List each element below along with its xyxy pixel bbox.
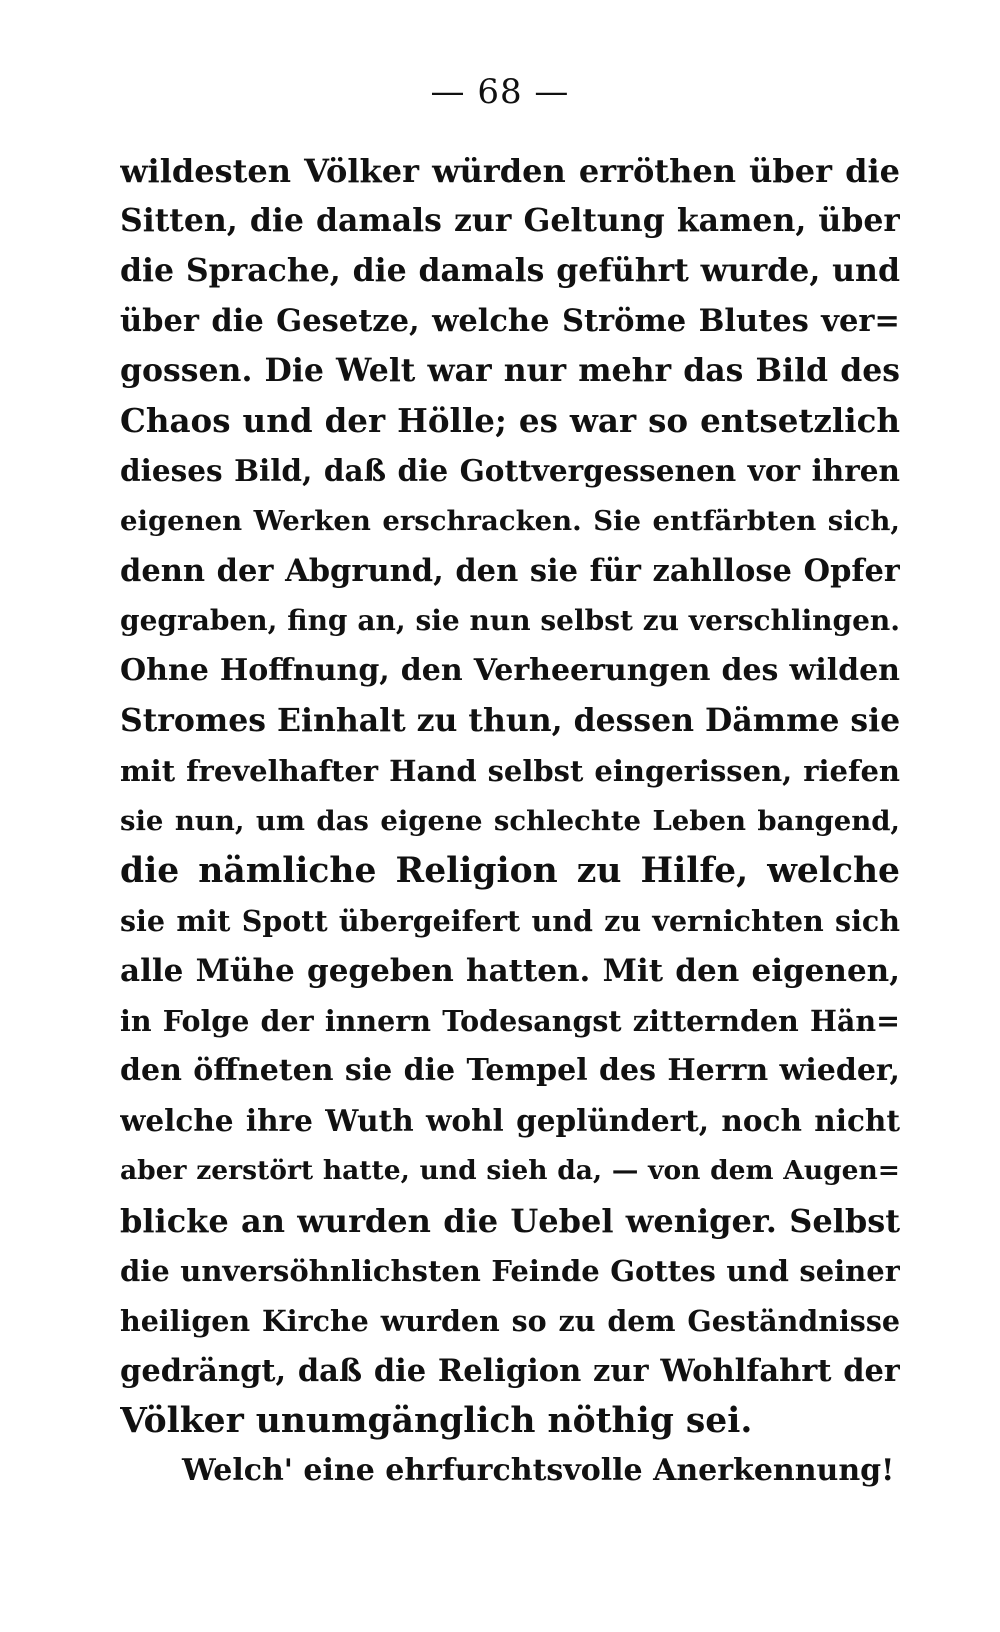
text-line: Chaos und der Hölle; es war so entsetzlich — [120, 401, 900, 440]
text-line: gedrängt, daß die Religion zur Wohlfahrt der — [120, 1353, 900, 1389]
text-line: mit frevelhafter Hand selbst eingerissen, riefen — [120, 754, 900, 788]
page-number: — 68 — — [430, 72, 570, 112]
text-line: dieses Bild, daß die Gottvergessenen vor ihren — [120, 453, 900, 488]
text-line: aber zerstört hatte, und sieh da, — von dem Augen= — [120, 1155, 900, 1186]
text-line: blicke an wurden die Uebel weniger. Selbst — [120, 1202, 900, 1240]
text-line: denn der Abgrund, den sie für zahllose Opfer — [120, 553, 900, 589]
text-line: Ohne Hoffnung, den Verheerungen des wilden — [120, 653, 900, 688]
text-line: den öffneten sie die Tempel des Herrn wieder, — [120, 1053, 900, 1088]
text-line: die nämliche Religion zu Hilfe, welche — [120, 851, 900, 891]
text-line: welche ihre Wuth wohl geplündert, noch nicht — [120, 1103, 900, 1138]
text-line: über die Gesetze, welche Ströme Blutes ver= — [120, 303, 900, 339]
text-line: heiligen Kirche wurden so zu dem Geständnisse — [120, 1304, 900, 1338]
text-line: in Folge der innern Todesangst zitternden Hän= — [120, 1004, 900, 1038]
text-line: eigenen Werken erschracken. Sie entfärbten sich, — [120, 505, 900, 537]
text-line: Stromes Einhalt zu thun, dessen Dämme sie — [120, 702, 900, 739]
text-line: Sitten, die damals zur Geltung kamen, über — [120, 202, 900, 239]
text-line: sie mit Spott übergeifert und zu vernichten sich — [120, 904, 900, 938]
paragraph-start-line: Welch' eine ehrfurchtsvolle Anerkennung! — [182, 1453, 895, 1488]
text-line: sie nun, um das eigene schlechte Leben bangend, — [120, 805, 900, 837]
text-line: alle Mühe gegeben hatten. Mit den eigenen, — [120, 953, 900, 989]
text-line: die unversöhnlichsten Feinde Gottes und seiner — [120, 1254, 900, 1288]
text-line: die Sprache, die damals geführt wurde, und — [120, 252, 900, 289]
text-line: wildesten Völker würden erröthen über die — [120, 152, 900, 190]
body-text — [120, 146, 900, 1496]
paragraph-end-line: Völker unumgänglich nöthig sei. — [120, 1401, 753, 1441]
text-line: gegraben, fing an, sie nun selbst zu verschlingen. — [120, 604, 900, 637]
text-line: gossen. Die Welt war nur mehr das Bild des — [120, 352, 900, 389]
